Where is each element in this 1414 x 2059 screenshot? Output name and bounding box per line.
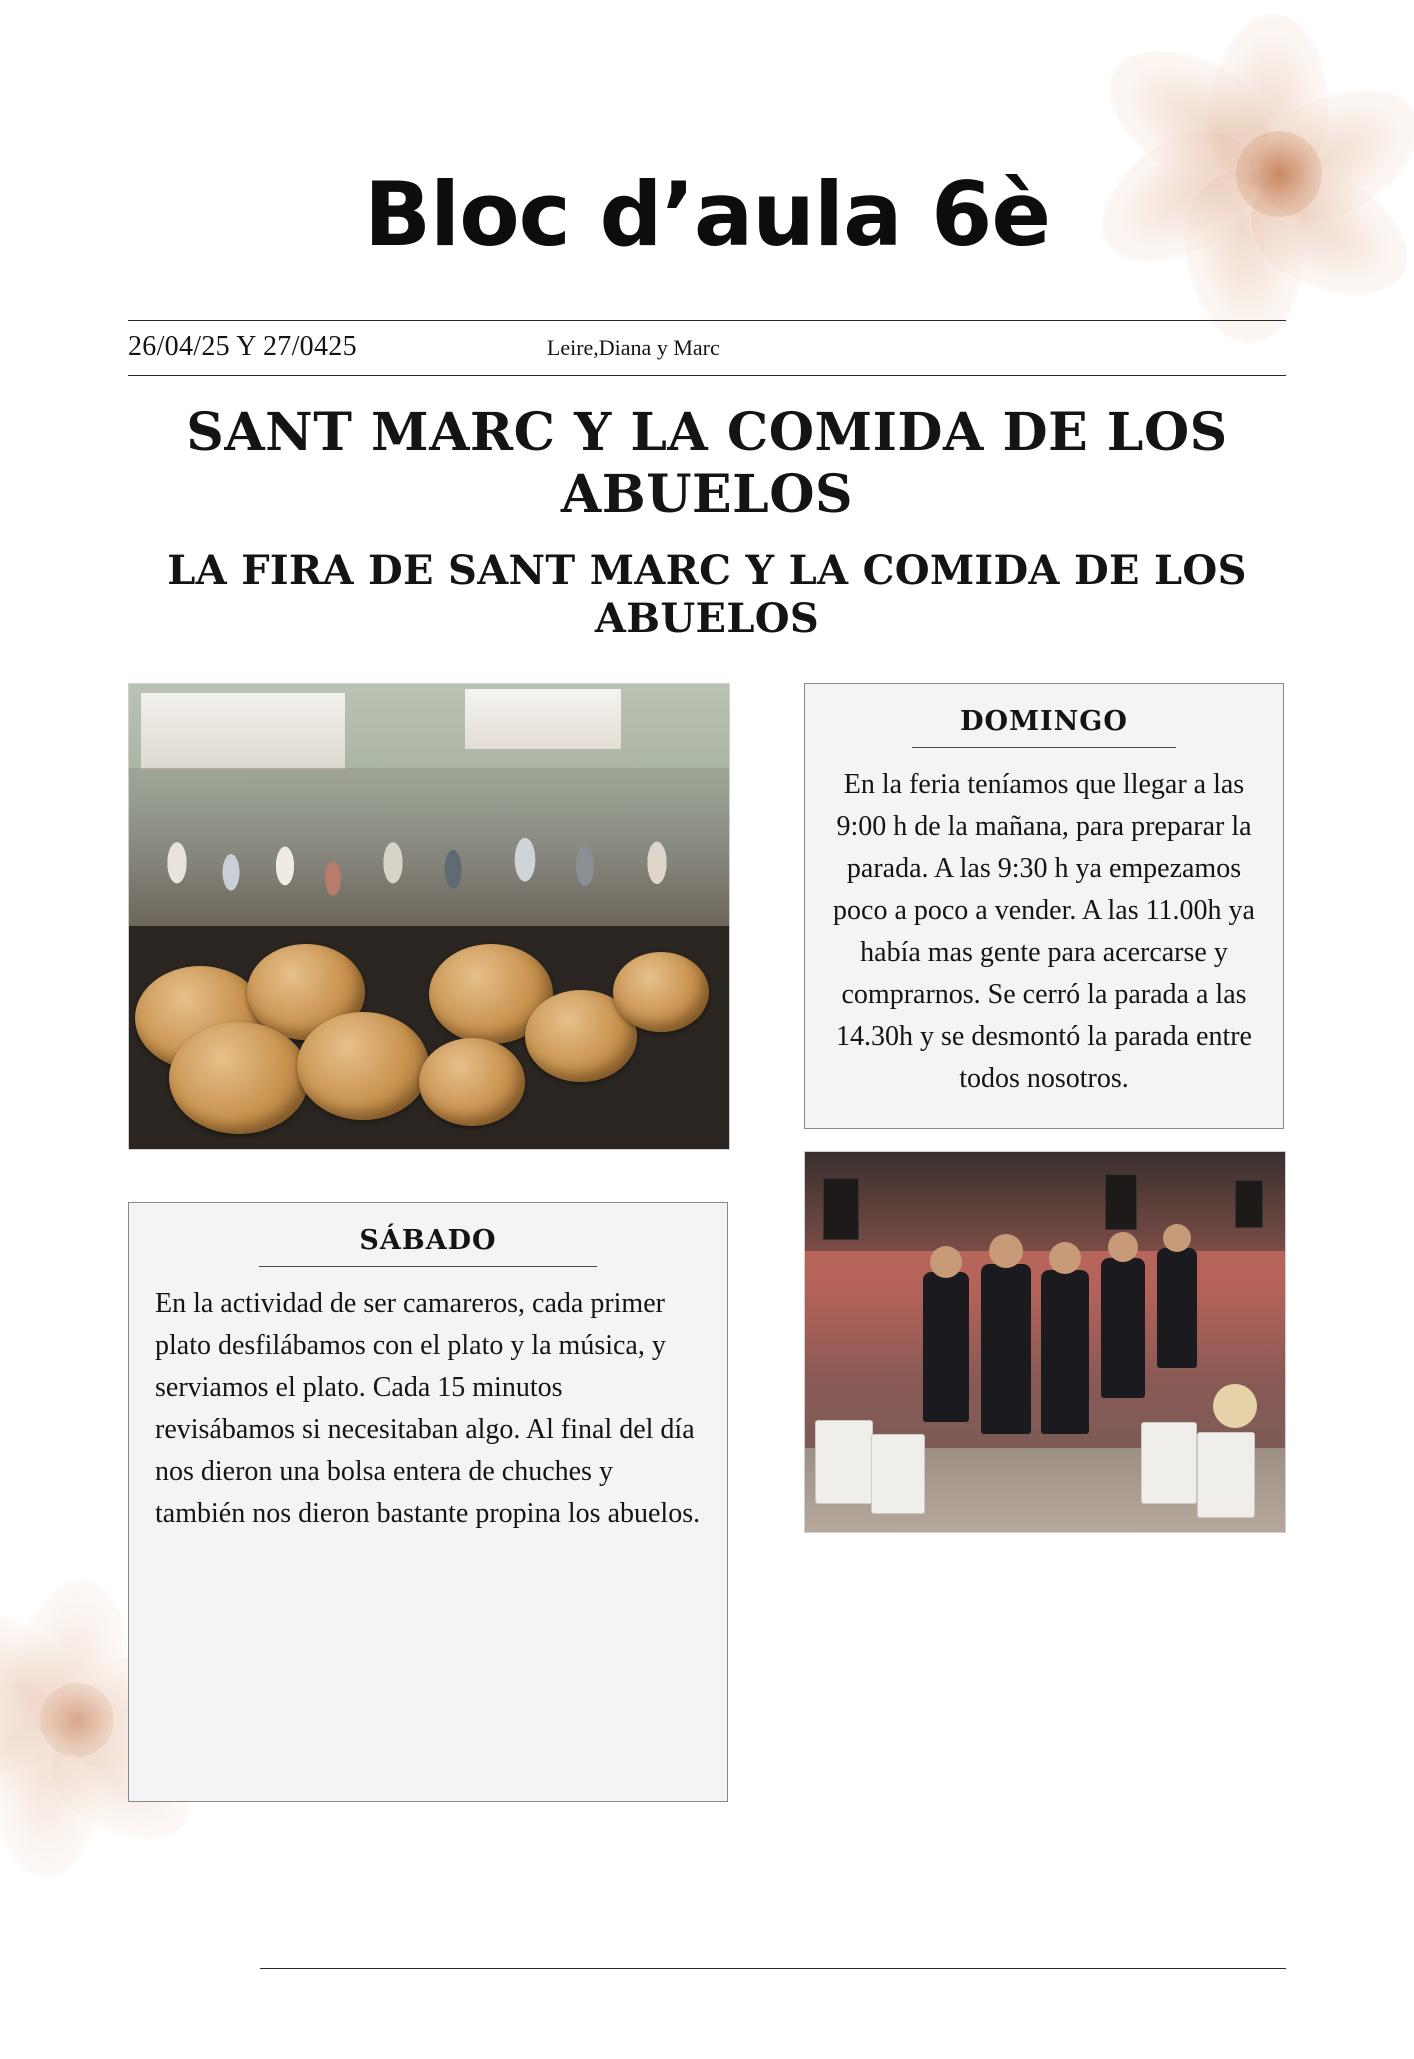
- textbox-domingo-title: DOMINGO: [960, 706, 1128, 738]
- tent-shape: [141, 693, 345, 769]
- byline-authors: Leire,Diana y Marc: [546, 335, 720, 361]
- textbox-domingo-body: En la feria teníamos que llegar a las 9:00 h de la mañana, para preparar la parada. A las 9:30 h ya empezamos poco a poco a vender. A las 11.00h ya había mas gente para acercarse y comprarnos. Se cerró la parada a las 14.30h y se desmontó la parada entre todos nosotros.: [833, 769, 1255, 1095]
- bread-tray-shape: [129, 926, 729, 1149]
- photo-dance-hall: [804, 1151, 1286, 1533]
- byline: [128, 321, 1286, 376]
- textbox-sabado-body: En la actividad de ser camareros, cada primer plato desfilábamos con el plato y la música, y serviamos el plato. Cada 15 minutos revisábamos si necesitaban algo. Al final del día nos dieron una bolsa entera de chuches y también nos dieron bastante propina los abuelos.: [155, 1288, 701, 1530]
- subheadline: LA FIRA DE SANT MARC Y LA COMIDA DE LOS ABUELOS: [167, 547, 1247, 643]
- right-column: [804, 683, 1284, 1533]
- left-column: [128, 683, 728, 1802]
- textbox-domingo-divider: [912, 747, 1176, 748]
- byline-date: 26/04/25 Y 27/0425: [128, 331, 357, 363]
- speaker-shape-2: [1105, 1174, 1137, 1230]
- speaker-shape: [823, 1178, 859, 1240]
- textbox-domingo: [804, 683, 1284, 1129]
- headline: SANT MARC Y LA COMIDA DE LOS ABUELOS: [186, 402, 1228, 525]
- page-title: Bloc d’aula 6è: [363, 162, 1051, 266]
- tent-shape-2: [465, 689, 621, 749]
- newsletter-page: [0, 59, 1414, 1802]
- textbox-sabado-divider: [259, 1266, 598, 1267]
- speaker-shape-3: [1235, 1180, 1263, 1228]
- crowd-shape: [129, 768, 729, 926]
- content-grid: [128, 683, 1286, 1802]
- textbox-sabado-title: SÁBADO: [359, 1225, 497, 1257]
- photo-fair-bread: [128, 683, 730, 1150]
- stage-backdrop-shape: [805, 1152, 1285, 1251]
- textbox-sabado: [128, 1202, 728, 1802]
- footer-divider: [260, 1968, 1286, 1969]
